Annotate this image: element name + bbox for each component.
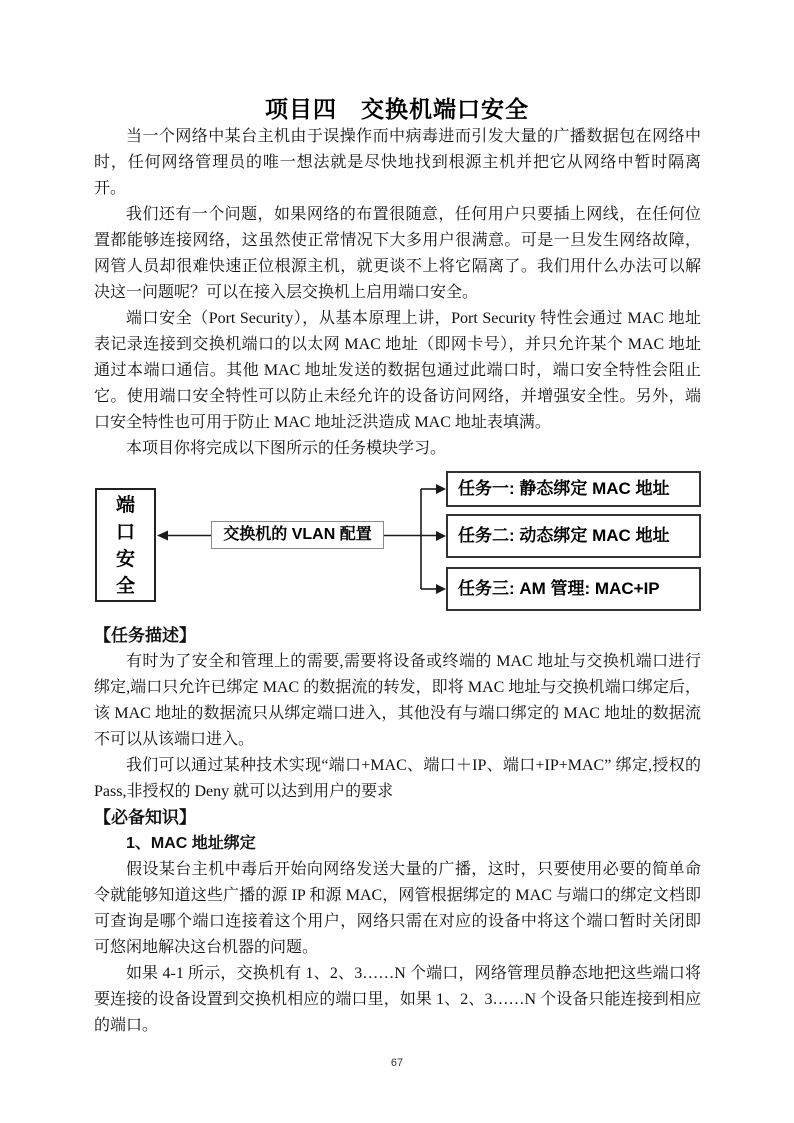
document-body [94, 124, 701, 1039]
section-heading-required-knowledge: 【必备知识】 [94, 808, 196, 827]
diagram-box-task-1: 任务一: 静态绑定 MAC 地址 [446, 471, 701, 507]
diagram-box-port-security [95, 488, 156, 602]
diagram-box-label: 端口安全 [115, 495, 135, 597]
arrowhead-right-icon [436, 484, 446, 494]
arrowhead-right-icon [436, 531, 446, 541]
section-heading-task-description: 【任务描述】 [94, 626, 196, 645]
intro-paragraph: 我们还有一个问题，如果网络的布置很随意，任何用户只要插上网线，在任何位置都能够连接网络，这虽然使正常情况下大多用户很满意。可是一旦发生网络故障，网管人员却很难快速正位根源主机，就更谈不上将它隔离了。我们用什么办法可以解决这一问题呢？可以在接入层交换机上启用端口安全。 [94, 206, 701, 301]
arrowhead-right-icon [436, 584, 446, 594]
arrowhead-left-icon [157, 531, 168, 541]
page-title: 项目四 交换机端口安全 [265, 96, 529, 123]
subsection-heading-mac-binding: 1、MAC 地址绑定 [126, 835, 256, 852]
page-number: 67 [390, 1057, 404, 1069]
knowledge-paragraph: 如果 4-1 所示，交换机有 1、2、3……N 个端口，网络管理员静态地把这些端口将要连接的设备设置到交换机相应的端口里，如果 1、2、3……N 个设备只能连接到相应的端口。 [94, 965, 701, 1034]
knowledge-paragraph: 假设某台主机中毒后开始向网络发送大量的广播，这时，只要使用必要的简单命令就能够知道这些广播的源 IP 和源 MAC，网管根据绑定的 MAC 与端口的绑定文档即可查询是哪个端口连接着这个用户，网络只需在对应的设备中将这个端口暂时关闭即可悠闲地解决这台机器的问题。 [94, 861, 701, 956]
intro-paragraph: 本项目你将完成以下图所示的任务模块学习。 [126, 440, 447, 457]
diagram-box-task-2: 任务二: 动态绑定 MAC 地址 [446, 514, 701, 558]
diagram-box-task-3: 任务三: AM 管理: MAC+IP [446, 567, 701, 611]
task-module-diagram [94, 467, 704, 615]
intro-paragraph: 端口安全（Port Security），从基本原理上讲，Port Security 特性会通过 MAC 地址表记录连接到交换机端口的以太网 MAC 地址（即网卡号），并只允许某个 MAC 地址通过本端口通信。其他 MAC 地址发送的数据包通过此端口时，端口安全特性会阻止它。使用端口安全特性可以防止未经允许的设备访问网络，并增强安全性。另外，端口安全特性也可用于防止 MAC 地址泛洪造成 MAC 地址表填满。 [94, 310, 701, 431]
task-description-paragraph: 我们可以通过某种技术实现“端口+MAC、端口＋IP、端口+IP+MAC” 绑定,授权的 Pass,非授权的 Deny 就可以达到用户的要求 [94, 757, 701, 800]
diagram-box-vlan-config: 交换机的 VLAN 配置 [211, 521, 384, 549]
task-description-paragraph: 有时为了安全和管理上的需要,需要将设备或终端的 MAC 地址与交换机端口进行绑定,端口只允许已绑定 MAC 的数据流的转发，即将 MAC 地址与交换机端口绑定后，该 MAC 地址的数据流只从绑定端口进入，其他没有与端口绑定的 MAC 地址的数据流不可以从该端口进入。 [94, 653, 701, 748]
intro-paragraph: 当一个网络中某台主机由于误操作而中病毒进而引发大量的广播数据包在网络中时，任何网络管理员的唯一想法就是尽快地找到根源主机并把它从网络中暂时隔离开。 [94, 128, 701, 197]
